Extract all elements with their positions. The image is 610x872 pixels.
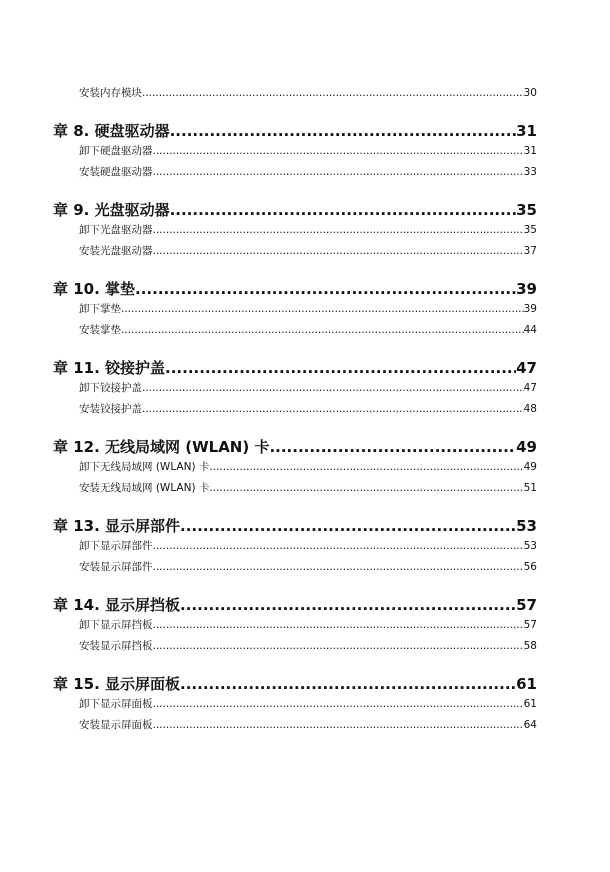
toc-entry-label: 卸下显示屏部件	[79, 540, 153, 552]
dot-leader	[153, 718, 524, 732]
toc-chapter-label: 章 11. 铰接护盖	[53, 359, 166, 377]
toc-entry-label: 安装显示屏部件	[79, 561, 153, 573]
dot-leader	[209, 481, 523, 495]
dot-leader	[153, 560, 524, 574]
dot-leader	[165, 358, 516, 378]
toc-entry-install-display-assembly[interactable]	[79, 560, 537, 574]
dot-leader	[153, 144, 524, 158]
toc-chapter-label: 章 9. 光盘驱动器	[53, 201, 170, 219]
toc-entry-install-display-bezel[interactable]	[79, 639, 537, 653]
toc-entry-label: 卸下掌垫	[79, 303, 121, 315]
dot-leader	[142, 86, 524, 100]
dot-leader	[153, 165, 524, 179]
toc-chapter-13-display-assembly[interactable]	[53, 516, 537, 536]
toc-entry-page-number: 57	[523, 619, 537, 631]
toc-chapter-label: 章 13. 显示屏部件	[53, 517, 181, 535]
toc-chapter-page-number: 49	[516, 438, 537, 456]
toc-entry-label: 安装无线局域网 (WLAN) 卡	[79, 482, 210, 494]
toc-entry-remove-wlan-card[interactable]	[79, 460, 537, 474]
toc-chapter-page-number: 31	[516, 122, 537, 140]
toc-entry-label: 卸下硬盘驱动器	[79, 145, 153, 157]
toc-chapter-label: 章 8. 硬盘驱动器	[53, 122, 170, 140]
toc-entry-page-number: 39	[523, 303, 537, 315]
dot-leader	[135, 279, 516, 299]
dot-leader	[153, 244, 524, 258]
toc-entry-label: 卸下显示屏挡板	[79, 619, 153, 631]
toc-entry-install-hinge-cover[interactable]	[79, 402, 537, 416]
toc-entry-page-number: 31	[523, 145, 537, 157]
toc-entry-install-memory-module[interactable]	[79, 86, 537, 100]
toc-entry-page-number: 30	[523, 87, 537, 99]
dot-leader	[153, 539, 524, 553]
dot-leader	[269, 437, 516, 457]
toc-chapter-page-number: 61	[516, 675, 537, 693]
toc-entry-label: 安装显示屏挡板	[79, 640, 153, 652]
toc-entry-page-number: 37	[523, 245, 537, 257]
toc-chapter-15-display-panel[interactable]	[53, 674, 537, 694]
toc-entry-remove-display-bezel[interactable]	[79, 618, 537, 632]
toc-entry-page-number: 61	[523, 698, 537, 710]
toc-chapter-page-number: 57	[516, 596, 537, 614]
toc-entry-label: 安装显示屏面板	[79, 719, 153, 731]
toc-entry-label: 卸下显示屏面板	[79, 698, 153, 710]
dot-leader	[153, 618, 524, 632]
toc-entry-remove-hinge-cover[interactable]	[79, 381, 537, 395]
toc-entry-label: 卸下光盘驱动器	[79, 224, 153, 236]
dot-leader	[153, 223, 524, 237]
toc-entry-remove-palmrest[interactable]	[79, 302, 537, 316]
toc-entry-install-palmrest[interactable]	[79, 323, 537, 337]
toc-entry-page-number: 53	[523, 540, 537, 552]
toc-entry-label: 卸下铰接护盖	[79, 382, 142, 394]
dot-leader	[180, 674, 516, 694]
toc-chapter-9-optical-drive[interactable]	[53, 200, 537, 220]
toc-chapter-10-palmrest[interactable]	[53, 279, 537, 299]
toc-chapter-14-display-bezel[interactable]	[53, 595, 537, 615]
toc-chapter-page-number: 39	[516, 280, 537, 298]
toc-chapter-label: 章 15. 显示屏面板	[53, 675, 181, 693]
toc-entry-label: 安装掌垫	[79, 324, 121, 336]
toc-chapter-12-wlan-card[interactable]	[53, 437, 537, 457]
dot-leader	[153, 639, 524, 653]
toc-chapter-label: 章 12. 无线局域网 (WLAN) 卡	[53, 438, 270, 456]
toc-entry-label: 安装内存模块	[79, 87, 142, 99]
toc-entry-page-number: 35	[523, 224, 537, 236]
dot-leader	[180, 516, 516, 536]
dot-leader	[142, 402, 524, 416]
toc-entry-label: 安装光盘驱动器	[79, 245, 153, 257]
toc-entry-install-hard-drive[interactable]	[79, 165, 537, 179]
dot-leader	[153, 697, 524, 711]
toc-chapter-label: 章 14. 显示屏挡板	[53, 596, 181, 614]
toc-entry-page-number: 33	[523, 166, 537, 178]
toc-entry-install-wlan-card[interactable]	[79, 481, 537, 495]
toc-entry-label: 安装铰接护盖	[79, 403, 142, 415]
dot-leader	[170, 121, 517, 141]
dot-leader	[170, 200, 517, 220]
toc-entry-install-optical-drive[interactable]	[79, 244, 537, 258]
dot-leader	[209, 460, 523, 474]
toc-chapter-8-hard-drive[interactable]	[53, 121, 537, 141]
toc-entry-label: 卸下无线局域网 (WLAN) 卡	[79, 461, 210, 473]
toc-chapter-page-number: 35	[516, 201, 537, 219]
toc-entry-page-number: 48	[523, 403, 537, 415]
toc-chapter-page-number: 47	[516, 359, 537, 377]
toc-entry-remove-hard-drive[interactable]	[79, 144, 537, 158]
dot-leader	[180, 595, 516, 615]
toc-entry-remove-display-assembly[interactable]	[79, 539, 537, 553]
dot-leader	[121, 323, 524, 337]
toc-entry-page-number: 58	[523, 640, 537, 652]
toc-entry-install-display-panel[interactable]	[79, 718, 537, 732]
toc-entry-page-number: 64	[523, 719, 537, 731]
toc-entry-remove-optical-drive[interactable]	[79, 223, 537, 237]
toc-entry-page-number: 47	[523, 382, 537, 394]
toc-chapter-page-number: 53	[516, 517, 537, 535]
toc-entry-page-number: 56	[523, 561, 537, 573]
toc-entry-page-number: 49	[523, 461, 537, 473]
toc-entry-page-number: 51	[523, 482, 537, 494]
dot-leader	[142, 381, 524, 395]
toc-entry-label: 安装硬盘驱动器	[79, 166, 153, 178]
toc-entry-page-number: 44	[523, 324, 537, 336]
toc-chapter-11-hinge-cover[interactable]	[53, 358, 537, 378]
toc-entry-remove-display-panel[interactable]	[79, 697, 537, 711]
dot-leader	[121, 302, 524, 316]
toc-chapter-label: 章 10. 掌垫	[53, 280, 136, 298]
